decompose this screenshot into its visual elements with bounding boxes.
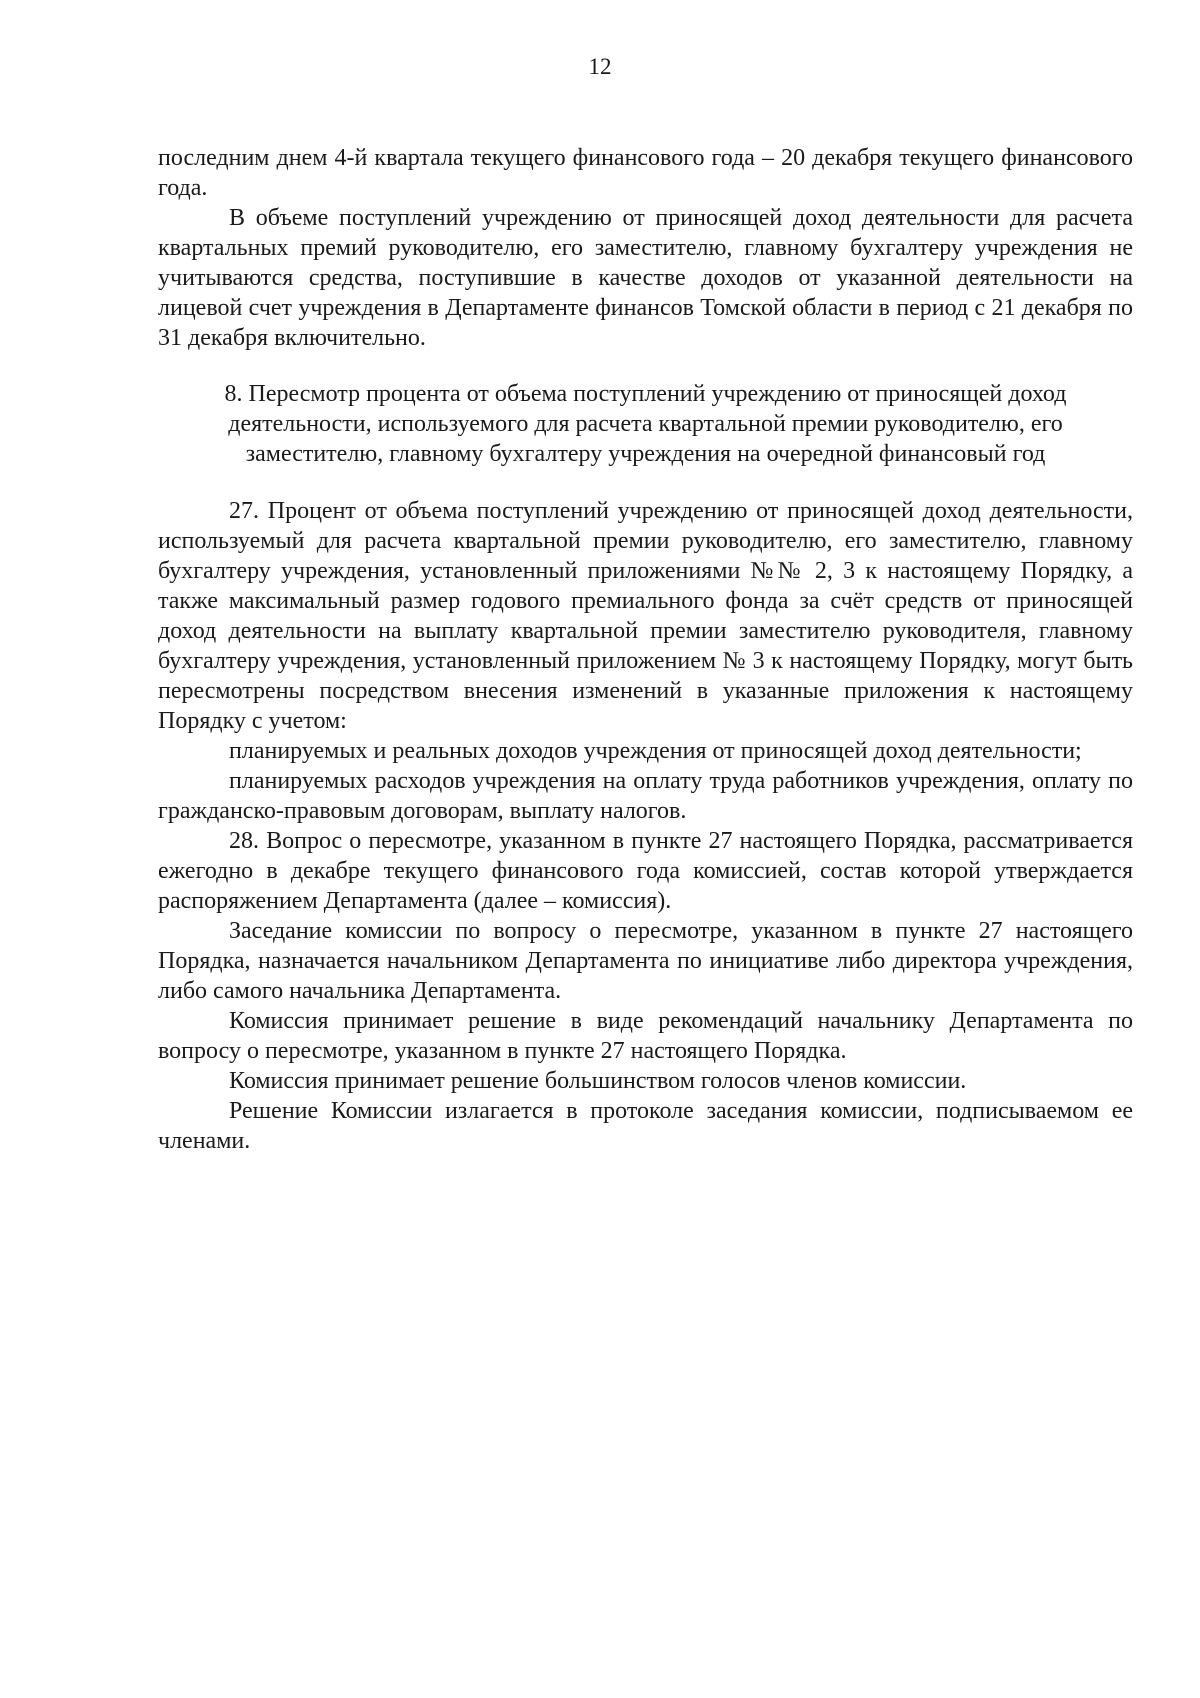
section-heading-8: 8. Пересмотр процента от объема поступлений учреждению от приносящей доход деятельности, используемого для расчета квартальной премии руководителю, его заместителю, главному бухгалтеру учреждения на очередной финансовый год: [224, 381, 1067, 467]
paragraph-clause-28: 28. Вопрос о пересмотре, указанном в пункте 27 настоящего Порядка, рассматривается ежегодно в декабре текущего финансового года комиссией, состав которой утверждается распоряжением Департамента (далее – комиссия).: [158, 828, 1133, 914]
paragraph-income-exclusion: В объеме поступлений учреждению от приносящей доход деятельности для расчета квартальных премий руководителю, его заместителю, главному бухгалтеру учреждения не учитываются средства, поступившие в качестве доходов от указанной деятельности на лицевой счет учреждения в Департаменте финансов Томской области в период с 21 декабря по 31 декабря включительно.: [158, 205, 1133, 351]
paragraph-planned-income: планируемых и реальных доходов учреждения от приносящей доход деятельности;: [229, 738, 1082, 764]
paragraph-commission-protocol: Решение Комиссии излагается в протоколе заседания комиссии, подписываемом ее членами.: [158, 1098, 1133, 1154]
page-number: 12: [588, 54, 612, 79]
paragraph-commission-meeting: Заседание комиссии по вопросу о пересмотре, указанном в пункте 27 настоящего Порядка, назначается начальником Департамента по инициативе либо директора учреждения, либо самого начальника Департамента.: [158, 918, 1133, 1004]
paragraph-planned-expenses: планируемых расходов учреждения на оплату труда работников учреждения, оплату по гражданско-правовым договорам, выплату налогов.: [158, 768, 1133, 824]
paragraph-clause-27: 27. Процент от объема поступлений учреждению от приносящей доход деятельности, используемый для расчета квартальной премии руководителю, его заместителю, главному бухгалтеру учреждения, установленный приложениями №№ 2, 3 к настоящему Порядку, а также максимальный размер годового премиального фонда за счёт средств от приносящей доход деятельности на выплату квартальной премии заместителю руководителя, главному бухгалтеру учреждения, установленный приложением № 3 к настоящему Порядку, могут быть пересмотрены посредством внесения изменений в указанные приложения к настоящему Порядку с учетом:: [158, 498, 1133, 734]
paragraph-commission-majority: Комиссия принимает решение большинством голосов членов комиссии.: [229, 1068, 967, 1094]
document-body: [158, 143, 1133, 1156]
paragraph-continuation: последним днем 4-й квартала текущего финансового года – 20 декабря текущего финансового года.: [158, 145, 1133, 201]
paragraph-commission-recommendation: Комиссия принимает решение в виде рекомендаций начальнику Департамента по вопросу о пересмотре, указанном в пункте 27 настоящего Порядка.: [158, 1008, 1133, 1064]
